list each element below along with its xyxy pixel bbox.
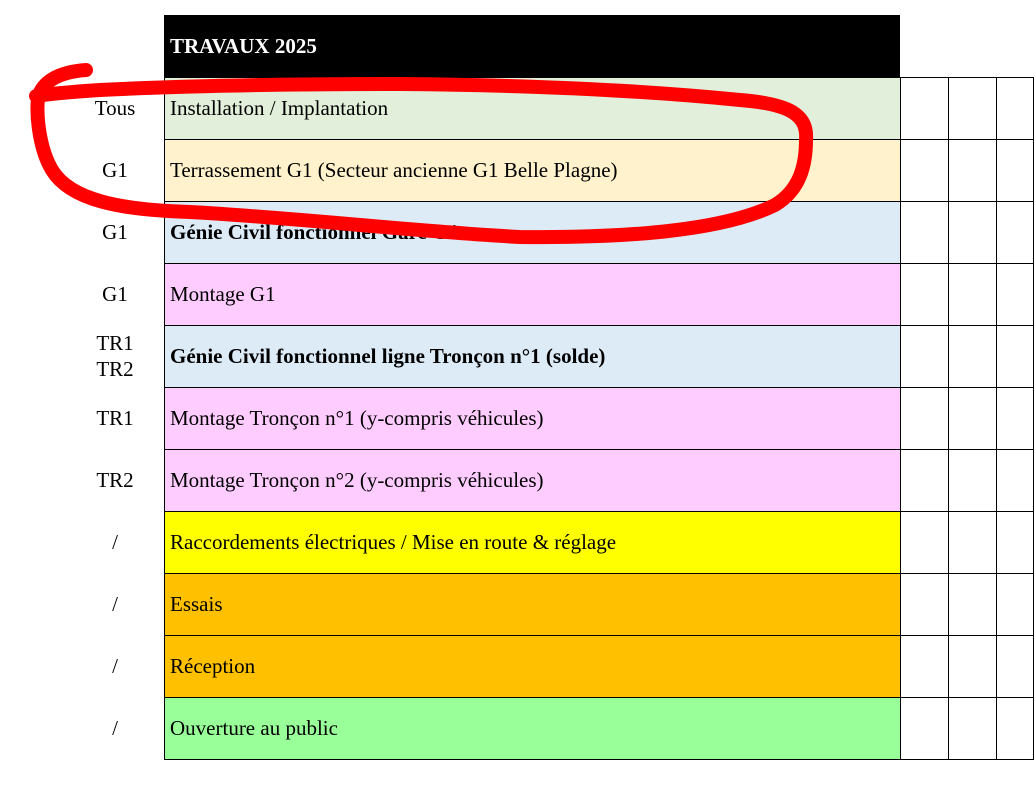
table-header-title bbox=[164, 15, 900, 77]
row-code: / bbox=[112, 530, 118, 554]
table-row bbox=[0, 697, 1034, 759]
row-code: TR1 bbox=[96, 406, 134, 430]
row-task-cell bbox=[164, 449, 901, 511]
row-task-cell bbox=[164, 263, 901, 325]
row-task-cell bbox=[164, 387, 901, 449]
header-title-text: TRAVAUX 2025 bbox=[170, 33, 317, 58]
row-task-cell bbox=[164, 139, 901, 201]
schedule-grid-cell bbox=[997, 635, 1034, 697]
row-task-cell bbox=[164, 77, 901, 139]
row-code: TR2 bbox=[96, 357, 134, 381]
schedule-grid-cell bbox=[901, 263, 949, 325]
row-task-label: Terrassement G1 (Secteur ancienne G1 Belle Plagne) bbox=[170, 158, 618, 182]
row-code-cell bbox=[66, 201, 164, 263]
row-task-label: Montage Tronçon n°1 (y-compris véhicules) bbox=[170, 406, 544, 430]
schedule-grid-cell bbox=[901, 387, 949, 449]
schedule-grid-cell bbox=[949, 697, 997, 759]
schedule-grid-cell bbox=[901, 139, 949, 201]
row-code: G1 bbox=[102, 158, 128, 182]
schedule-grid-cell bbox=[901, 325, 949, 387]
schedule-grid-cell bbox=[997, 387, 1034, 449]
row-code: TR1 bbox=[96, 331, 134, 355]
row-task-cell bbox=[164, 511, 901, 573]
schedule-grid-cell bbox=[997, 511, 1034, 573]
row-code-cell bbox=[66, 449, 164, 511]
schedule-grid-cell bbox=[997, 139, 1034, 201]
row-task-label: Génie Civil fonctionnel ligne Tronçon n°1 (solde) bbox=[170, 344, 606, 368]
row-task-cell bbox=[164, 697, 901, 759]
schedule-grid-cell bbox=[949, 635, 997, 697]
schedule-grid-cell bbox=[997, 697, 1034, 759]
row-code: / bbox=[112, 716, 118, 740]
schedule-grid-cell bbox=[901, 635, 949, 697]
schedule-grid-cell bbox=[949, 77, 997, 139]
row-code: G1 bbox=[102, 282, 128, 306]
row-code-cell bbox=[66, 263, 164, 325]
row-task-label: Montage Tronçon n°2 (y-compris véhicules) bbox=[170, 468, 544, 492]
schedule-grid-cell bbox=[949, 449, 997, 511]
table-row bbox=[0, 325, 1034, 387]
schedule-grid-cell bbox=[949, 573, 997, 635]
row-code-cell bbox=[66, 77, 164, 139]
table-row bbox=[0, 201, 1034, 263]
schedule-grid-cell bbox=[949, 201, 997, 263]
table-row bbox=[0, 77, 1034, 139]
schedule-grid-cell bbox=[949, 325, 997, 387]
row-task-label: Essais bbox=[170, 592, 223, 616]
row-code-cell bbox=[66, 325, 164, 387]
table-bottom-border bbox=[164, 759, 1034, 760]
table-row bbox=[0, 573, 1034, 635]
row-task-label: Réception bbox=[170, 654, 256, 678]
schedule-grid-cell bbox=[901, 449, 949, 511]
schedule-grid-cell bbox=[997, 573, 1034, 635]
table-row bbox=[0, 635, 1034, 697]
row-code: TR2 bbox=[96, 468, 134, 492]
row-code: / bbox=[112, 592, 118, 616]
row-code: Tous bbox=[94, 96, 136, 120]
row-code-cell bbox=[66, 697, 164, 759]
row-code-cell bbox=[66, 573, 164, 635]
schedule-grid-cell bbox=[997, 325, 1034, 387]
row-task-label: Raccordements électriques / Mise en route & réglage bbox=[170, 530, 617, 554]
row-code: G1 bbox=[102, 220, 128, 244]
row-task-cell bbox=[164, 325, 901, 387]
table-row bbox=[0, 139, 1034, 201]
row-code-cell bbox=[66, 511, 164, 573]
schedule-grid-cell bbox=[949, 387, 997, 449]
schedule-grid-cell bbox=[901, 511, 949, 573]
table-row bbox=[0, 449, 1034, 511]
schedule-grid-cell bbox=[997, 201, 1034, 263]
row-code-cell bbox=[66, 635, 164, 697]
row-task-label: Ouverture au public bbox=[170, 716, 338, 740]
row-code: / bbox=[112, 654, 118, 678]
row-task-label: Montage G1 bbox=[170, 282, 276, 306]
schedule-grid-cell bbox=[901, 201, 949, 263]
schedule-grid-cell bbox=[901, 77, 949, 139]
schedule-grid-cell bbox=[901, 573, 949, 635]
schedule-grid-cell bbox=[949, 511, 997, 573]
row-task-cell bbox=[164, 635, 901, 697]
schedule-grid-cell bbox=[949, 263, 997, 325]
table-row bbox=[0, 387, 1034, 449]
row-task-cell bbox=[164, 573, 901, 635]
schedule-grid-cell bbox=[901, 697, 949, 759]
table-row bbox=[0, 511, 1034, 573]
row-code-cell bbox=[66, 139, 164, 201]
schedule-grid-cell bbox=[997, 77, 1034, 139]
row-task-label: Installation / Implantation bbox=[170, 96, 389, 120]
schedule-grid-cell bbox=[949, 139, 997, 201]
row-task-cell bbox=[164, 201, 901, 263]
schedule-grid-cell bbox=[997, 263, 1034, 325]
table-row bbox=[0, 263, 1034, 325]
row-code-cell bbox=[66, 387, 164, 449]
schedule-grid-cell bbox=[997, 449, 1034, 511]
row-task-label: Génie Civil fonctionnel Gare G1 bbox=[170, 220, 459, 244]
